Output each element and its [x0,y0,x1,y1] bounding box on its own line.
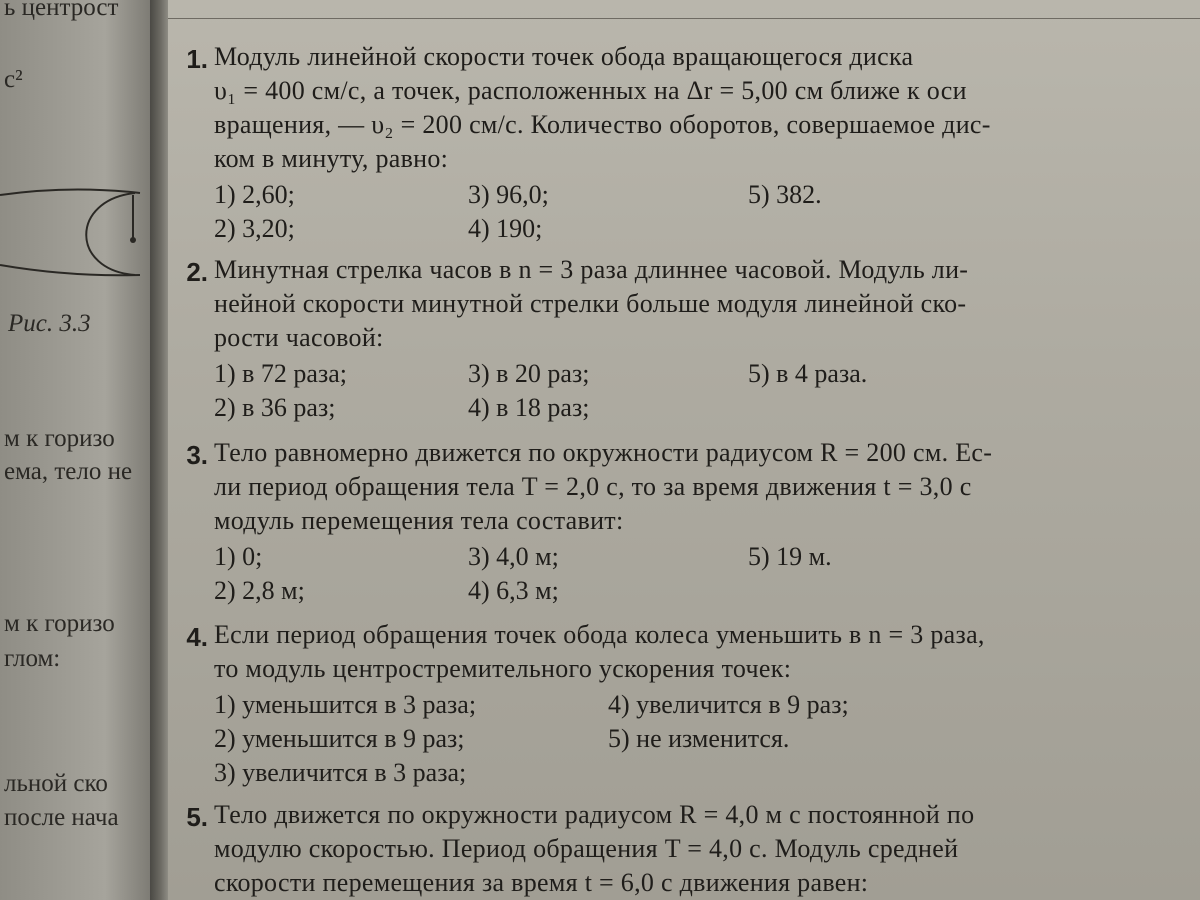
task-text-line: модуль перемещения тела составит: [214,506,624,535]
answer-option: 5) 382. [748,180,822,209]
task-text-line: скорости перемещения за время t = 6,0 с движения равен: [214,868,869,897]
figure-caption: Рис. 3.3 [8,310,91,337]
book-gutter [150,0,168,900]
answer-option: 3) 96,0; [468,180,549,209]
answer-option: 3) в 20 раз; [468,359,590,388]
answer-option: 3) увеличится в 3 раза; [214,758,467,787]
answer-option: 1) уменьшится в 3 раза; [214,690,477,719]
task-text-line: Тело равномерно движется по окружности радиусом R = 200 см. Ес- [214,438,993,467]
task-text-line: ли период обращения тела T = 2,0 с, то за время движения t = 3,0 с [214,472,972,501]
task-number: 4. [186,622,208,652]
answer-option: 5) 19 м. [748,542,832,571]
task-number: 2. [186,257,208,287]
previous-page-edge [0,0,150,900]
task-number: 1. [186,44,208,74]
task-text-line: ком в минуту, равно: [214,144,449,173]
answer-option: 5) в 4 раза. [748,359,868,388]
task-text-line: то модуль центростремительного ускорения точек: [214,654,792,683]
answer-option: 4) 6,3 м; [468,576,559,605]
task-text-line: модулю скоростью. Период обращения T = 4,0 с. Модуль средней [214,834,959,863]
task-text-line: Минутная стрелка часов в n = 3 раза длиннее часовой. Модуль ли- [214,255,969,284]
figure-3-3-drawing [0,165,150,295]
left-fragment-5: м к горизо [4,610,115,637]
task-text-line: нейной скорости минутной стрелки больше модуля линейной ско- [214,289,967,318]
task-text-line: Модуль линейной скорости точек обода вращающегося диска [214,42,914,71]
task-number: 5. [186,802,208,832]
left-fragment-3: м к горизо [4,425,115,452]
task-text-line: Тело движется по окружности радиусом R = 4,0 м с постоянной по [214,800,975,829]
answer-option: 4) в 18 раз; [468,393,590,422]
answer-option: 2) в 36 раз; [214,393,336,422]
left-fragment-7: льной ско [4,770,108,797]
answer-option: 4) увеличится в 9 раз; [608,690,849,719]
left-fragment-1: ь центрост [4,0,119,21]
answer-option: 3) 4,0 м; [468,542,559,571]
task-number: 3. [186,440,208,470]
task-text-line: вращения, — υ₂ = 200 см/с. Количество оборотов, совершаемое дис- [214,110,991,139]
answer-option: 2) 3,20; [214,214,295,243]
answer-option: 2) уменьшится в 9 раз; [214,724,465,753]
answer-option: 1) 2,60; [214,180,295,209]
top-rule-line [168,18,1200,19]
answer-option: 5) не изменится. [608,724,790,753]
main-page [168,0,1200,900]
answer-option: 1) 0; [214,542,263,571]
left-fragment-8: после нача [4,804,119,831]
task-text-line: Если период обращения точек обода колеса уменьшить в n = 3 раза, [214,620,985,649]
task-text-line: υ₁ = 400 см/с, а точек, расположенных на Δr = 5,00 см ближе к оси [214,76,967,105]
answer-option: 1) в 72 раза; [214,359,348,388]
task-text-line: рости часовой: [214,323,384,352]
left-fragment-2: с² [4,66,23,93]
answer-option: 4) 190; [468,214,543,243]
left-fragment-4: ема, тело не [4,458,133,485]
answer-option: 2) 2,8 м; [214,576,305,605]
left-fragment-6: глом: [4,645,61,672]
